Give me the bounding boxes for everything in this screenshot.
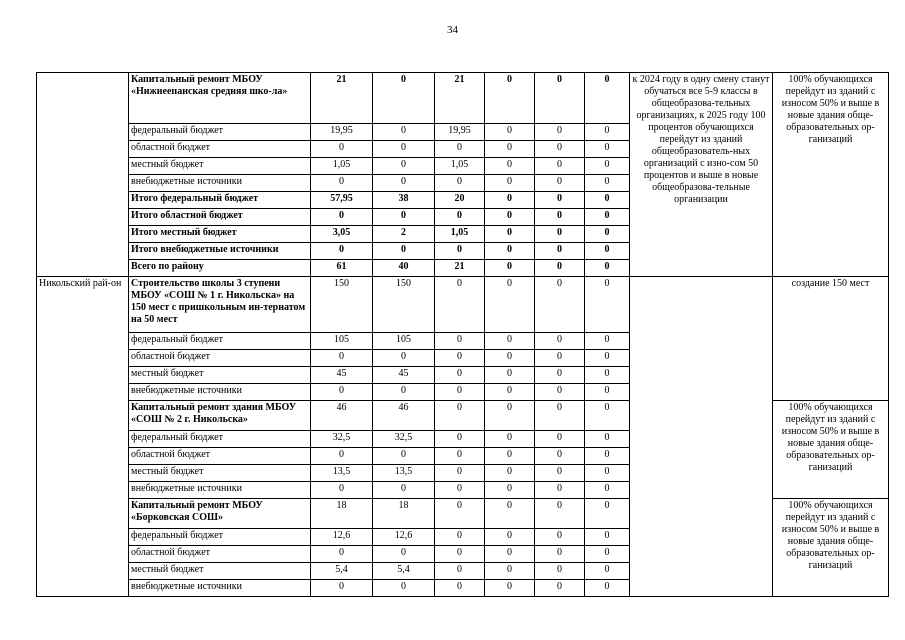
cell-value: 0 <box>585 73 630 124</box>
cell-value: 0 <box>485 73 535 124</box>
region-cell <box>37 73 129 277</box>
cell-value: 0 <box>435 431 485 448</box>
cell-total: 0 <box>311 243 373 260</box>
page-number: 34 <box>447 24 458 36</box>
cell-total: 57,95 <box>311 192 373 209</box>
cell-value: 0 <box>373 124 435 141</box>
region-cell: Никольский рай-он <box>37 277 129 597</box>
cell-value: 0 <box>535 226 585 243</box>
cell-value: 0 <box>535 401 585 431</box>
cell-value: 0 <box>535 73 585 124</box>
cell-value: 0 <box>485 243 535 260</box>
cell-value: 0 <box>435 529 485 546</box>
cell-value: 0 <box>435 580 485 597</box>
cell-value: 0 <box>373 580 435 597</box>
cell-value: 0 <box>535 124 585 141</box>
cell-value: 0 <box>535 529 585 546</box>
cell-value: 0 <box>585 333 630 350</box>
cell-value: 0 <box>435 367 485 384</box>
row-label: областной бюджет <box>129 141 311 158</box>
cell-value: 0 <box>485 563 535 580</box>
cell-total: 0 <box>311 350 373 367</box>
cell-total: 0 <box>311 384 373 401</box>
row-label: Всего по району <box>129 260 311 277</box>
row-label: местный бюджет <box>129 158 311 175</box>
cell-value: 0 <box>435 243 485 260</box>
row-label: Итого областной бюджет <box>129 209 311 226</box>
cell-value: 0 <box>585 124 630 141</box>
row-label: Итого внебюджетные источники <box>129 243 311 260</box>
cell-value: 0 <box>373 209 435 226</box>
cell-value: 0 <box>535 580 585 597</box>
cell-value: 0 <box>485 580 535 597</box>
cell-value: 19,95 <box>435 124 485 141</box>
cell-value: 0 <box>485 350 535 367</box>
cell-value: 0 <box>435 333 485 350</box>
cell-value: 0 <box>435 209 485 226</box>
row-label: Итого федеральный бюджет <box>129 192 311 209</box>
cell-value: 0 <box>585 192 630 209</box>
cell-value: 0 <box>373 73 435 124</box>
cell-value: 0 <box>485 192 535 209</box>
cell-value: 0 <box>373 482 435 499</box>
cell-value: 0 <box>485 226 535 243</box>
cell-value: 0 <box>485 482 535 499</box>
cell-value: 0 <box>585 482 630 499</box>
cell-value: 12,6 <box>373 529 435 546</box>
cell-value: 0 <box>585 175 630 192</box>
cell-value: 13,5 <box>373 465 435 482</box>
row-label: внебюджетные источники <box>129 482 311 499</box>
cell-value: 0 <box>585 431 630 448</box>
cell-value: 0 <box>373 546 435 563</box>
cell-value: 0 <box>535 563 585 580</box>
result-note: создание 150 мест <box>773 277 889 401</box>
cell-total: 3,05 <box>311 226 373 243</box>
cell-value: 0 <box>535 499 585 529</box>
cell-value: 0 <box>535 243 585 260</box>
cell-value: 0 <box>585 529 630 546</box>
cell-value: 2 <box>373 226 435 243</box>
cell-value: 0 <box>535 546 585 563</box>
cell-value: 45 <box>373 367 435 384</box>
row-label: Строительство школы 3 ступени МБОУ «СОШ № 1 г. Никольска» на 150 мест с пришкольным ин-тернатом на 50 мест <box>129 277 311 333</box>
cell-value: 0 <box>535 367 585 384</box>
cell-total: 0 <box>311 209 373 226</box>
cell-value: 0 <box>535 482 585 499</box>
cell-value: 0 <box>435 277 485 333</box>
row-label: внебюджетные источники <box>129 175 311 192</box>
cell-value: 0 <box>485 158 535 175</box>
cell-value: 0 <box>435 401 485 431</box>
cell-value: 0 <box>585 448 630 465</box>
cell-value: 0 <box>373 350 435 367</box>
cell-value: 0 <box>485 141 535 158</box>
cell-value: 1,05 <box>435 226 485 243</box>
cell-value: 0 <box>485 384 535 401</box>
row-label: федеральный бюджет <box>129 124 311 141</box>
row-label: Итого местный бюджет <box>129 226 311 243</box>
cell-value: 0 <box>373 158 435 175</box>
cell-total: 0 <box>311 482 373 499</box>
cell-value: 0 <box>585 499 630 529</box>
cell-value: 0 <box>485 209 535 226</box>
cell-total: 46 <box>311 401 373 431</box>
row-label: областной бюджет <box>129 448 311 465</box>
cell-value: 0 <box>485 175 535 192</box>
cell-value: 0 <box>373 243 435 260</box>
cell-total: 21 <box>311 73 373 124</box>
cell-value: 0 <box>585 465 630 482</box>
cell-value: 1,05 <box>435 158 485 175</box>
cell-value: 0 <box>485 277 535 333</box>
cell-total: 105 <box>311 333 373 350</box>
row-label: федеральный бюджет <box>129 431 311 448</box>
cell-value: 21 <box>435 260 485 277</box>
cell-value: 0 <box>585 209 630 226</box>
cell-total: 0 <box>311 580 373 597</box>
cell-value: 20 <box>435 192 485 209</box>
cell-total: 61 <box>311 260 373 277</box>
cell-value: 0 <box>585 158 630 175</box>
cell-value: 40 <box>373 260 435 277</box>
cell-total: 12,6 <box>311 529 373 546</box>
result-note: 100% обучающихся перейдут из зданий с износом 50% и выше в новые здания обще-образовательных ор-ганизаций <box>773 401 889 499</box>
cell-value: 0 <box>373 175 435 192</box>
cell-total: 32,5 <box>311 431 373 448</box>
cell-total: 18 <box>311 499 373 529</box>
cell-value: 0 <box>585 243 630 260</box>
cell-value: 0 <box>485 124 535 141</box>
cell-value: 0 <box>535 277 585 333</box>
cell-total: 19,95 <box>311 124 373 141</box>
cell-value: 0 <box>585 141 630 158</box>
cell-value: 0 <box>535 448 585 465</box>
cell-value: 46 <box>373 401 435 431</box>
cell-value: 150 <box>373 277 435 333</box>
cell-value: 0 <box>435 175 485 192</box>
cell-value: 0 <box>435 482 485 499</box>
goal-note-empty <box>630 277 773 597</box>
cell-value: 0 <box>373 384 435 401</box>
cell-value: 0 <box>485 465 535 482</box>
cell-value: 0 <box>535 175 585 192</box>
cell-value: 0 <box>485 546 535 563</box>
cell-value: 0 <box>585 367 630 384</box>
cell-total: 0 <box>311 141 373 158</box>
row-label: внебюджетные источники <box>129 384 311 401</box>
row-label: местный бюджет <box>129 465 311 482</box>
result-note: 100% обучающихся перейдут из зданий с износом 50% и выше в новые здания обще-образовательных ор-ганизаций <box>773 73 889 277</box>
result-note: 100% обучающихся перейдут из зданий с износом 50% и выше в новые здания обще-образовательных ор-ганизаций <box>773 499 889 597</box>
cell-value: 0 <box>435 563 485 580</box>
cell-value: 38 <box>373 192 435 209</box>
cell-total: 0 <box>311 175 373 192</box>
cell-value: 0 <box>535 158 585 175</box>
cell-total: 0 <box>311 546 373 563</box>
cell-value: 0 <box>535 465 585 482</box>
row-label: Капитальный ремонт МБОУ «Нижнеепанская средняя шко-ла» <box>129 73 311 124</box>
cell-value: 0 <box>485 333 535 350</box>
cell-total: 1,05 <box>311 158 373 175</box>
cell-value: 21 <box>435 73 485 124</box>
row-label: Капитальный ремонт здания МБОУ «СОШ № 2 г. Никольска» <box>129 401 311 431</box>
cell-value: 0 <box>535 431 585 448</box>
cell-value: 0 <box>485 367 535 384</box>
cell-value: 0 <box>435 384 485 401</box>
cell-value: 0 <box>585 563 630 580</box>
cell-total: 0 <box>311 448 373 465</box>
cell-value: 0 <box>373 448 435 465</box>
cell-value: 0 <box>585 580 630 597</box>
cell-value: 0 <box>373 141 435 158</box>
cell-value: 0 <box>485 448 535 465</box>
cell-total: 5,4 <box>311 563 373 580</box>
cell-value: 0 <box>535 192 585 209</box>
cell-value: 0 <box>485 401 535 431</box>
cell-value: 0 <box>535 209 585 226</box>
cell-value: 0 <box>585 350 630 367</box>
row-label: местный бюджет <box>129 563 311 580</box>
cell-value: 0 <box>585 277 630 333</box>
cell-total: 150 <box>311 277 373 333</box>
cell-value: 105 <box>373 333 435 350</box>
cell-value: 0 <box>485 260 535 277</box>
cell-value: 18 <box>373 499 435 529</box>
goal-note: к 2024 году в одну смену станут обучаться все 5-9 классы в общеобразова-тельных организациях, к 2025 году 100 процентов обучающихся перейдут из зданий общеобразователь-ных организаций с изно-сом 50 процентов и выше в новые общеобразова-тельные организации <box>630 73 773 277</box>
cell-value: 0 <box>485 529 535 546</box>
cell-value: 0 <box>535 141 585 158</box>
cell-total: 13,5 <box>311 465 373 482</box>
cell-total: 45 <box>311 367 373 384</box>
cell-value: 32,5 <box>373 431 435 448</box>
row-label: областной бюджет <box>129 546 311 563</box>
cell-value: 0 <box>435 448 485 465</box>
row-label: областной бюджет <box>129 350 311 367</box>
cell-value: 0 <box>585 226 630 243</box>
cell-value: 0 <box>585 384 630 401</box>
cell-value: 0 <box>585 546 630 563</box>
cell-value: 5,4 <box>373 563 435 580</box>
cell-value: 0 <box>535 260 585 277</box>
cell-value: 0 <box>435 465 485 482</box>
cell-value: 0 <box>535 384 585 401</box>
cell-value: 0 <box>435 499 485 529</box>
cell-value: 0 <box>485 499 535 529</box>
row-label: Капитальный ремонт МБОУ «Борковская СОШ» <box>129 499 311 529</box>
cell-value: 0 <box>485 431 535 448</box>
cell-value: 0 <box>435 350 485 367</box>
cell-value: 0 <box>435 546 485 563</box>
budget-table <box>36 72 889 597</box>
row-label: федеральный бюджет <box>129 333 311 350</box>
cell-value: 0 <box>585 260 630 277</box>
cell-value: 0 <box>435 141 485 158</box>
cell-value: 0 <box>585 401 630 431</box>
row-label: федеральный бюджет <box>129 529 311 546</box>
cell-value: 0 <box>535 350 585 367</box>
row-label: местный бюджет <box>129 367 311 384</box>
row-label: внебюджетные источники <box>129 580 311 597</box>
cell-value: 0 <box>535 333 585 350</box>
